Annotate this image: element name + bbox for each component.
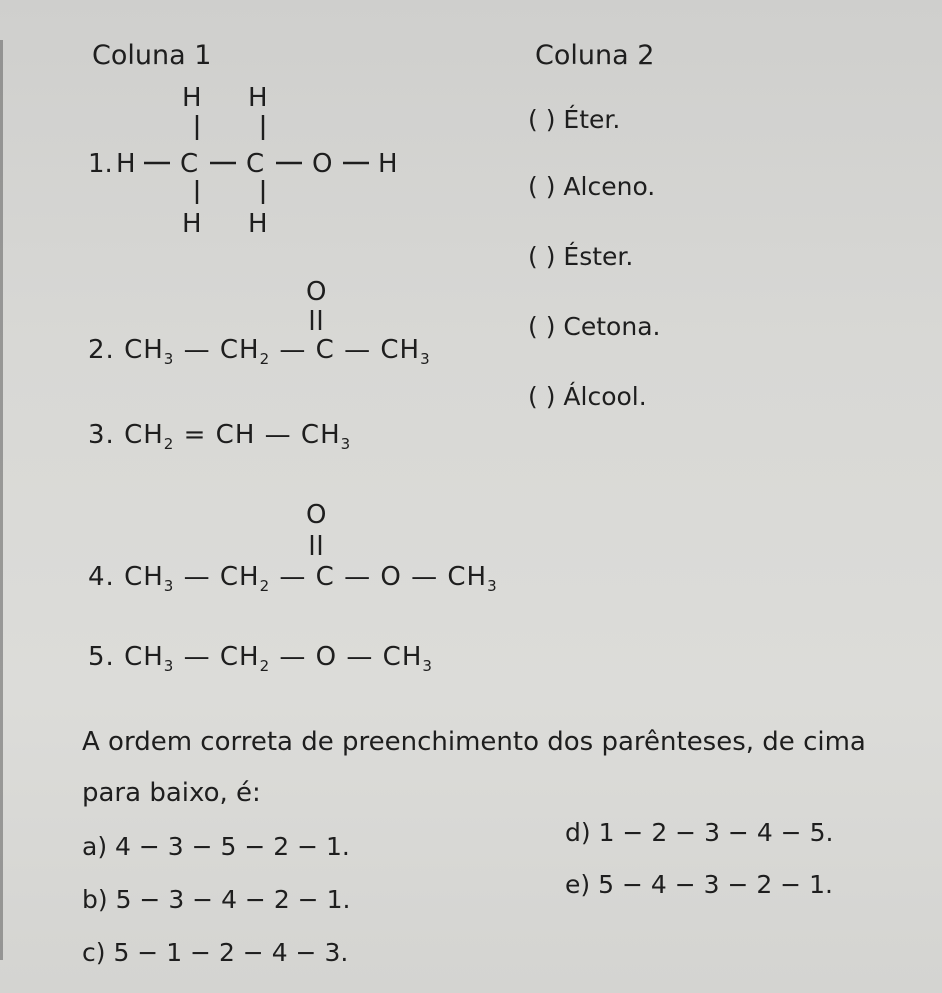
option-label: Álcool. <box>563 382 647 411</box>
bond: — <box>264 420 292 450</box>
atom-o: O <box>315 642 338 672</box>
bond: — <box>346 642 374 672</box>
atom-o: O <box>312 149 333 179</box>
group-ch: CH <box>124 335 164 365</box>
option-label: Alceno. <box>563 172 656 201</box>
answer-letter: c) <box>82 938 106 967</box>
atom-h: H <box>248 83 268 113</box>
atom-o: O <box>380 562 402 592</box>
group-ch: CH <box>219 562 260 592</box>
column1-header: Coluna 1 <box>92 40 212 71</box>
subscript: 3 <box>163 350 175 368</box>
subscript: 3 <box>163 577 175 595</box>
subscript: 2 <box>259 657 271 675</box>
answer-letter: e) <box>565 870 591 899</box>
answer-b[interactable] <box>82 885 350 914</box>
group-ch: CH <box>219 642 260 672</box>
structure-5-ether <box>88 642 433 675</box>
blank-parentheses: ( ) <box>528 382 556 411</box>
question-line-1: A ordem correta de preenchimento dos parênteses, de cima <box>82 727 866 757</box>
atom-c: C <box>246 149 265 179</box>
group-ch: CH <box>382 642 423 672</box>
blank-parentheses: ( ) <box>528 242 556 271</box>
group-ch: CH <box>124 642 164 672</box>
bond: — <box>183 335 211 365</box>
answer-text: 5 − 4 − 3 − 2 − 1. <box>598 870 833 899</box>
atom-c: C <box>180 149 199 179</box>
group-ch: CH <box>300 420 341 450</box>
answer-letter: b) <box>82 885 108 914</box>
subscript: 3 <box>420 350 431 368</box>
bond: — <box>344 562 372 592</box>
group-ch: CH <box>380 335 421 365</box>
item-number: 2. <box>88 335 115 365</box>
atom-h: H <box>378 149 398 179</box>
item-number: 4. <box>88 562 115 592</box>
atom-h: H <box>116 149 136 179</box>
atom-c: C <box>315 562 335 592</box>
bond: — <box>183 562 211 592</box>
answer-text: 5 − 3 − 4 − 2 − 1. <box>115 885 351 914</box>
answer-text: 4 − 3 − 5 − 2 − 1. <box>115 832 350 861</box>
double-bond: = <box>183 420 207 450</box>
atom-o: O <box>306 277 327 307</box>
atom-h: H <box>248 209 268 239</box>
group-ch: CH <box>447 562 488 592</box>
blank-parentheses: ( ) <box>528 312 556 341</box>
subscript: 3 <box>163 657 175 675</box>
item-number: 5. <box>88 642 115 672</box>
bond: — <box>411 562 439 592</box>
group-ch: CH <box>124 420 164 450</box>
column2-header: Coluna 2 <box>535 40 655 71</box>
blank-parentheses: ( ) <box>528 172 556 201</box>
subscript: 2 <box>163 435 175 453</box>
subscript: 2 <box>259 350 271 368</box>
group-ch: CH <box>215 420 256 450</box>
answer-a[interactable] <box>82 832 350 861</box>
option-label: Éter. <box>563 105 621 134</box>
bond: — <box>344 335 372 365</box>
question-line-2: para baixo, é: <box>82 778 261 808</box>
blank-parentheses: ( ) <box>528 105 556 134</box>
subscript: 3 <box>422 657 433 675</box>
answer-text: 1 − 2 − 3 − 4 − 5. <box>598 818 834 847</box>
answer-c[interactable] <box>82 938 348 967</box>
bond: — <box>279 642 307 672</box>
subscript: 3 <box>487 577 498 595</box>
group-ch: CH <box>219 335 260 365</box>
option-label: Éster. <box>563 242 634 271</box>
option-label: Cetona. <box>563 312 661 341</box>
answer-letter: d) <box>565 818 591 847</box>
subscript: 3 <box>340 435 352 453</box>
atom-h: H <box>182 83 202 113</box>
bond: — <box>183 642 211 672</box>
bond: — <box>279 562 307 592</box>
item-number: 1. <box>88 149 113 179</box>
atom-h: H <box>182 209 202 239</box>
subscript: 2 <box>259 577 271 595</box>
bond: — <box>279 335 307 365</box>
answer-e[interactable] <box>565 870 833 899</box>
item-number: 3. <box>88 420 115 450</box>
atom-o: O <box>306 500 327 530</box>
answer-text: 5 − 1 − 2 − 4 − 3. <box>113 938 349 967</box>
answer-letter: a) <box>82 832 108 861</box>
group-ch: CH <box>124 562 164 592</box>
answer-d[interactable] <box>565 818 833 847</box>
atom-c: C <box>315 335 335 365</box>
